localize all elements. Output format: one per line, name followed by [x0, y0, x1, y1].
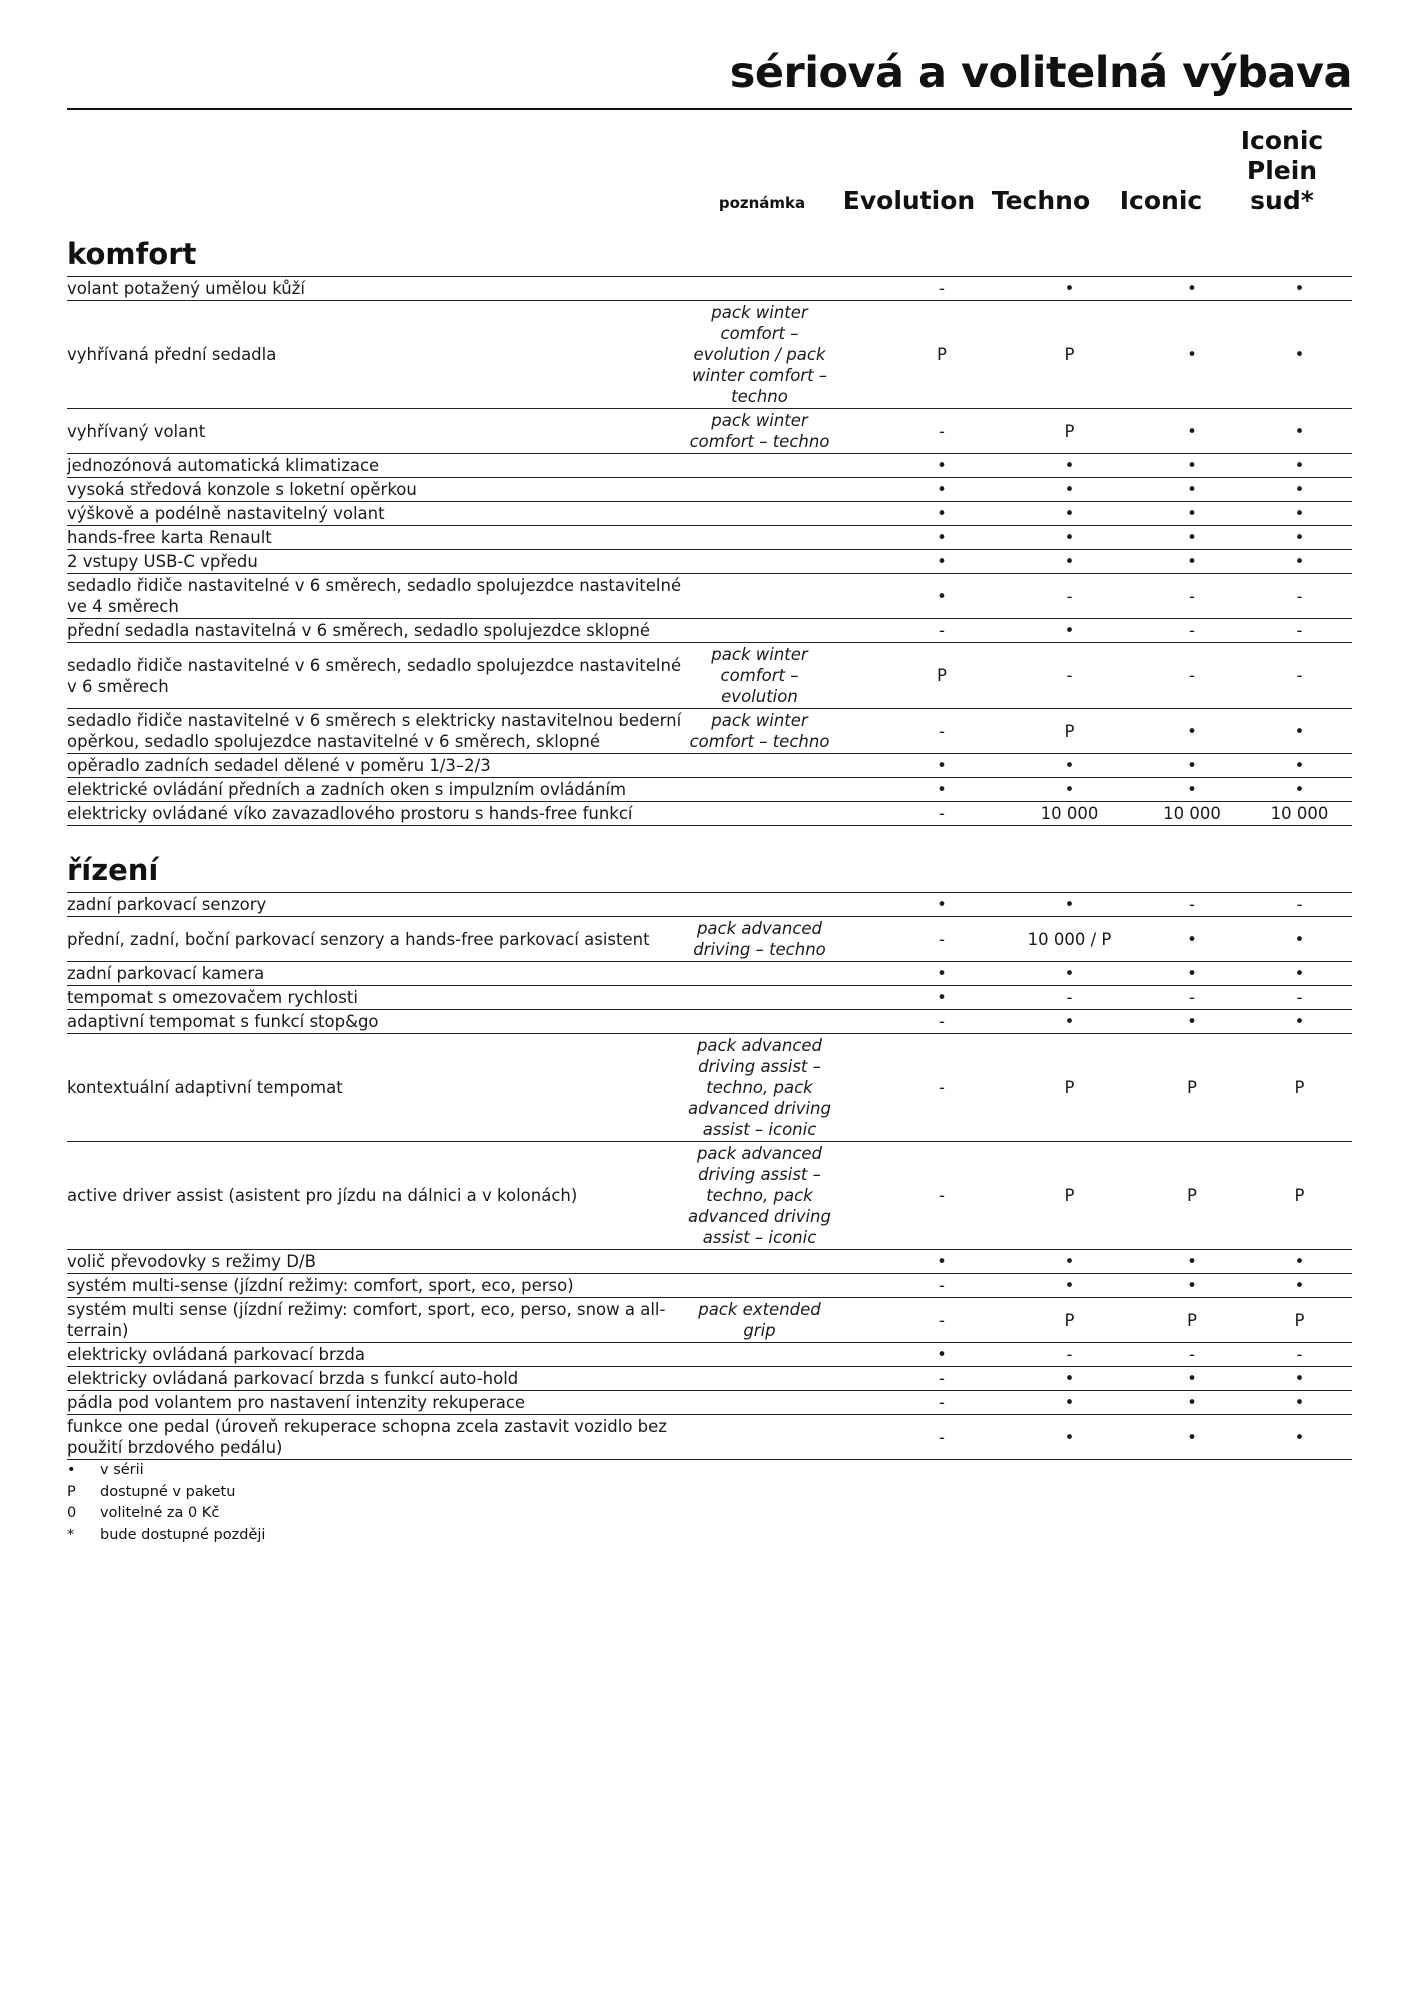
column-header-evolution-label: Evolution: [842, 186, 976, 215]
feature-note: [687, 1415, 832, 1460]
feature-name: elektrické ovládání předních a zadních oken s impulzním ovládáním: [67, 778, 687, 802]
feature-note: [687, 754, 832, 778]
feature-note: pack winter comfort – techno: [687, 409, 832, 454]
feature-note: [687, 550, 832, 574]
value-techno: P: [1002, 709, 1137, 754]
feature-note: [687, 1250, 832, 1274]
feature-note: [687, 1010, 832, 1034]
value-iconic: •: [1137, 550, 1247, 574]
column-header-iconic-plein-sud: [1212, 126, 1352, 216]
value-iconic-plein-sud: P: [1247, 1298, 1352, 1343]
spacer-cell: [832, 454, 882, 478]
feature-name: přední sedadla nastavitelná v 6 směrech, sedadlo spolujezdce sklopné: [67, 619, 687, 643]
feature-note: pack extended grip: [687, 1298, 832, 1343]
value-techno: -: [1002, 643, 1137, 709]
value-iconic: •: [1137, 778, 1247, 802]
feature-note: [687, 1391, 832, 1415]
value-evolution: •: [882, 754, 1002, 778]
value-iconic-plein-sud: -: [1247, 619, 1352, 643]
value-iconic-plein-sud: •: [1247, 1415, 1352, 1460]
value-iconic: P: [1137, 1298, 1247, 1343]
legend-item: [67, 1525, 265, 1547]
table-row: [67, 802, 1352, 826]
value-techno: P: [1002, 1298, 1137, 1343]
column-header-iconic-plein-sud-line2: Plein sud*: [1246, 156, 1318, 215]
value-techno: P: [1002, 1034, 1137, 1142]
legend-symbol: *: [67, 1526, 75, 1543]
value-techno: 10 000 / P: [1002, 917, 1137, 962]
value-iconic-plein-sud: •: [1247, 478, 1352, 502]
feature-note: [687, 454, 832, 478]
spacer-cell: [832, 962, 882, 986]
value-iconic-plein-sud: -: [1247, 643, 1352, 709]
feature-note: pack advanced driving assist – techno, pack advanced driving assist – iconic: [687, 1142, 832, 1250]
legend-symbol: P: [67, 1483, 76, 1500]
value-evolution: •: [882, 502, 1002, 526]
feature-note: pack advanced driving assist – techno, pack advanced driving assist – iconic: [687, 1034, 832, 1142]
feature-name: zadní parkovací senzory: [67, 893, 687, 917]
value-techno: •: [1002, 1391, 1137, 1415]
spacer-cell: [832, 301, 882, 409]
value-techno: •: [1002, 277, 1137, 301]
value-iconic-plein-sud: •: [1247, 1250, 1352, 1274]
value-evolution: -: [882, 802, 1002, 826]
spacer-cell: [832, 574, 882, 619]
value-iconic-plein-sud: P: [1247, 1142, 1352, 1250]
feature-name: přední, zadní, boční parkovací senzory a hands-free parkovací asistent: [67, 917, 687, 962]
section-title-0: komfort: [67, 237, 197, 271]
value-iconic-plein-sud: •: [1247, 301, 1352, 409]
table-row: [67, 277, 1352, 301]
feature-note: [687, 1274, 832, 1298]
value-techno: -: [1002, 1343, 1137, 1367]
feature-name: 2 vstupy USB-C vpředu: [67, 550, 687, 574]
value-techno: •: [1002, 550, 1137, 574]
table-row: [67, 754, 1352, 778]
feature-note: [687, 1367, 832, 1391]
feature-name: elektricky ovládaná parkovací brzda s funkcí auto-hold: [67, 1367, 687, 1391]
feature-name: vyhřívaná přední sedadla: [67, 301, 687, 409]
table-row: [67, 301, 1352, 409]
value-iconic-plein-sud: -: [1247, 986, 1352, 1010]
feature-name: zadní parkovací kamera: [67, 962, 687, 986]
spacer-cell: [832, 619, 882, 643]
legend-symbol: 0: [67, 1505, 77, 1521]
table-row: [67, 893, 1352, 917]
spacer-cell: [832, 478, 882, 502]
value-techno: •: [1002, 478, 1137, 502]
value-evolution: •: [882, 526, 1002, 550]
value-iconic: •: [1137, 502, 1247, 526]
feature-note: [687, 1343, 832, 1367]
spec-table-1: [67, 892, 1352, 1460]
value-iconic: P: [1137, 1142, 1247, 1250]
value-evolution: •: [882, 550, 1002, 574]
value-iconic: •: [1137, 709, 1247, 754]
feature-note: [687, 893, 832, 917]
legend-item: [67, 1482, 265, 1504]
feature-name: adaptivní tempomat s funkcí stop&go: [67, 1010, 687, 1034]
value-evolution: •: [882, 574, 1002, 619]
value-evolution: P: [882, 301, 1002, 409]
feature-name: elektricky ovládaná parkovací brzda: [67, 1343, 687, 1367]
value-evolution: •: [882, 1343, 1002, 1367]
value-evolution: -: [882, 277, 1002, 301]
feature-note: [687, 574, 832, 619]
table-row: [67, 986, 1352, 1010]
value-techno: P: [1002, 409, 1137, 454]
feature-name: systém multi-sense (jízdní režimy: comfort, sport, eco, perso): [67, 1274, 687, 1298]
value-evolution: -: [882, 709, 1002, 754]
feature-note: [687, 277, 832, 301]
spacer-cell: [832, 1343, 882, 1367]
feature-name: jednozónová automatická klimatizace: [67, 454, 687, 478]
table-row: [67, 1343, 1352, 1367]
value-techno: •: [1002, 1250, 1137, 1274]
table-row: [67, 1415, 1352, 1460]
value-iconic-plein-sud: -: [1247, 574, 1352, 619]
table-row: [67, 962, 1352, 986]
spacer-cell: [832, 277, 882, 301]
feature-note: pack advanced driving – techno: [687, 917, 832, 962]
value-techno: P: [1002, 301, 1137, 409]
table-row: [67, 643, 1352, 709]
value-iconic: •: [1137, 917, 1247, 962]
spacer-cell: [832, 526, 882, 550]
spacer-cell: [832, 502, 882, 526]
spacer-cell: [832, 1142, 882, 1250]
spacer-cell: [832, 986, 882, 1010]
value-iconic-plein-sud: •: [1247, 454, 1352, 478]
value-iconic-plein-sud: •: [1247, 962, 1352, 986]
value-evolution: -: [882, 917, 1002, 962]
feature-name: hands-free karta Renault: [67, 526, 687, 550]
spec-table-0: [67, 276, 1352, 826]
value-iconic: -: [1137, 619, 1247, 643]
table-row: [67, 1298, 1352, 1343]
value-iconic: •: [1137, 409, 1247, 454]
value-iconic-plein-sud: •: [1247, 409, 1352, 454]
value-iconic: •: [1137, 1367, 1247, 1391]
value-iconic-plein-sud: -: [1247, 893, 1352, 917]
section-spacer: [67, 826, 1352, 848]
value-iconic-plein-sud: •: [1247, 709, 1352, 754]
table-row: [67, 409, 1352, 454]
value-techno: P: [1002, 1142, 1137, 1250]
value-iconic-plein-sud: •: [1247, 1367, 1352, 1391]
value-iconic-plein-sud: •: [1247, 526, 1352, 550]
feature-note: [687, 502, 832, 526]
feature-name: sedadlo řidiče nastavitelné v 6 směrech, sedadlo spolujezdce nastavitelné ve 4 směrech: [67, 574, 687, 619]
table-row: [67, 619, 1352, 643]
value-techno: •: [1002, 1367, 1137, 1391]
table-row: [67, 550, 1352, 574]
feature-name: vyhřívaný volant: [67, 409, 687, 454]
value-iconic: •: [1137, 1274, 1247, 1298]
column-header-iconic-label: Iconic: [1119, 186, 1203, 215]
column-header-techno: [976, 150, 1106, 216]
value-iconic-plein-sud: •: [1247, 1391, 1352, 1415]
value-evolution: P: [882, 643, 1002, 709]
spacer-cell: [832, 754, 882, 778]
value-iconic-plein-sud: •: [1247, 917, 1352, 962]
value-evolution: •: [882, 986, 1002, 1010]
feature-name: výškově a podélně nastavitelný volant: [67, 502, 687, 526]
value-techno: 10 000: [1002, 802, 1137, 826]
value-iconic: •: [1137, 526, 1247, 550]
legend-text: volitelné za 0 Kč: [100, 1505, 220, 1521]
value-iconic: •: [1137, 454, 1247, 478]
table-row: [67, 1391, 1352, 1415]
value-iconic: -: [1137, 1343, 1247, 1367]
column-header-iconic: [1106, 150, 1216, 216]
spacer-cell: [832, 1367, 882, 1391]
value-iconic-plein-sud: •: [1247, 277, 1352, 301]
legend-text: v sérii: [100, 1462, 144, 1478]
value-iconic: •: [1137, 277, 1247, 301]
legend-text: dostupné v paketu: [100, 1483, 236, 1500]
spacer-cell: [832, 1298, 882, 1343]
legend-text: bude dostupné později: [100, 1526, 266, 1543]
value-techno: •: [1002, 502, 1137, 526]
legend-symbol: •: [67, 1462, 76, 1478]
value-evolution: •: [882, 893, 1002, 917]
value-techno: -: [1002, 986, 1137, 1010]
value-evolution: •: [882, 454, 1002, 478]
value-iconic: •: [1137, 1250, 1247, 1274]
column-header-evolution: [837, 150, 981, 216]
value-iconic: -: [1137, 574, 1247, 619]
value-techno: •: [1002, 1274, 1137, 1298]
value-iconic-plein-sud: •: [1247, 550, 1352, 574]
column-header-techno-label: Techno: [991, 186, 1091, 215]
feature-name: elektricky ovládané víko zavazadlového prostoru s hands-free funkcí: [67, 802, 687, 826]
feature-name: sedadlo řidiče nastavitelné v 6 směrech, sedadlo spolujezdce nastavitelné v 6 směrech: [67, 643, 687, 709]
table-row: [67, 1250, 1352, 1274]
feature-note: pack winter comfort – evolution: [687, 643, 832, 709]
table-row: [67, 709, 1352, 754]
legend: [67, 1460, 265, 1546]
spacer-cell: [832, 802, 882, 826]
spacer-cell: [832, 893, 882, 917]
value-techno: •: [1002, 893, 1137, 917]
feature-note: [687, 619, 832, 643]
table-row: [67, 574, 1352, 619]
table-row: [67, 1367, 1352, 1391]
value-techno: •: [1002, 778, 1137, 802]
spacer-cell: [832, 778, 882, 802]
spacer-cell: [832, 1274, 882, 1298]
spacer-cell: [832, 709, 882, 754]
feature-note: [687, 478, 832, 502]
value-iconic-plein-sud: •: [1247, 778, 1352, 802]
value-evolution: -: [882, 1391, 1002, 1415]
value-iconic-plein-sud: •: [1247, 1274, 1352, 1298]
value-techno: •: [1002, 1415, 1137, 1460]
value-iconic-plein-sud: -: [1247, 1343, 1352, 1367]
feature-note: [687, 526, 832, 550]
value-evolution: -: [882, 1142, 1002, 1250]
table-row: [67, 778, 1352, 802]
table-row: [67, 917, 1352, 962]
value-techno: •: [1002, 526, 1137, 550]
value-evolution: •: [882, 478, 1002, 502]
table-row: [67, 1010, 1352, 1034]
table-row: [67, 1274, 1352, 1298]
value-iconic-plein-sud: P: [1247, 1034, 1352, 1142]
value-evolution: -: [882, 1298, 1002, 1343]
page-title: sériová a volitelná výbava: [729, 48, 1352, 98]
feature-note: pack winter comfort – techno: [687, 709, 832, 754]
value-iconic: -: [1137, 643, 1247, 709]
value-iconic: 10 000: [1137, 802, 1247, 826]
value-iconic: •: [1137, 754, 1247, 778]
value-evolution: -: [882, 1010, 1002, 1034]
value-techno: •: [1002, 754, 1137, 778]
spacer-cell: [832, 643, 882, 709]
section-title-1: řízení: [67, 853, 159, 887]
feature-name: funkce one pedal (úroveň rekuperace schopna zcela zastavit vozidlo bez použití brzdového pedálu): [67, 1415, 687, 1460]
feature-name: volič převodovky s režimy D/B: [67, 1250, 687, 1274]
spacer-cell: [832, 1391, 882, 1415]
value-techno: •: [1002, 1010, 1137, 1034]
spacer-cell: [832, 1034, 882, 1142]
value-techno: •: [1002, 619, 1137, 643]
feature-name: opěradlo zadních sedadel dělené v poměru 1/3–2/3: [67, 754, 687, 778]
value-iconic: •: [1137, 1010, 1247, 1034]
value-iconic: •: [1137, 962, 1247, 986]
value-evolution: -: [882, 1274, 1002, 1298]
value-iconic-plein-sud: •: [1247, 502, 1352, 526]
table-row: [67, 502, 1352, 526]
feature-name: pádla pod volantem pro nastavení intenzity rekuperace: [67, 1391, 687, 1415]
value-evolution: -: [882, 1034, 1002, 1142]
feature-note: pack winter comfort – evolution / pack winter comfort – techno: [687, 301, 832, 409]
value-iconic: •: [1137, 478, 1247, 502]
spacer-cell: [832, 1250, 882, 1274]
feature-note: [687, 986, 832, 1010]
value-evolution: -: [882, 619, 1002, 643]
value-iconic: P: [1137, 1034, 1247, 1142]
column-header-note: poznámka: [718, 194, 806, 212]
value-iconic: •: [1137, 1391, 1247, 1415]
feature-note: [687, 802, 832, 826]
table-row: [67, 1142, 1352, 1250]
value-techno: •: [1002, 454, 1137, 478]
value-evolution: -: [882, 1415, 1002, 1460]
spacer-cell: [832, 1010, 882, 1034]
spacer-cell: [832, 409, 882, 454]
value-iconic: -: [1137, 893, 1247, 917]
spacer-cell: [832, 550, 882, 574]
value-evolution: •: [882, 1250, 1002, 1274]
feature-name: kontextuální adaptivní tempomat: [67, 1034, 687, 1142]
title-divider: [67, 108, 1352, 110]
value-techno: -: [1002, 574, 1137, 619]
feature-name: systém multi sense (jízdní režimy: comfort, sport, eco, perso, snow a all-terrain): [67, 1298, 687, 1343]
value-techno: •: [1002, 962, 1137, 986]
table-row: [67, 526, 1352, 550]
feature-name: active driver assist (asistent pro jízdu na dálnici a v kolonách): [67, 1142, 687, 1250]
value-iconic: •: [1137, 301, 1247, 409]
table-row: [67, 1034, 1352, 1142]
feature-note: [687, 962, 832, 986]
legend-item: [67, 1503, 265, 1525]
value-iconic: •: [1137, 1415, 1247, 1460]
value-iconic: -: [1137, 986, 1247, 1010]
value-evolution: -: [882, 409, 1002, 454]
value-evolution: •: [882, 962, 1002, 986]
feature-note: [687, 778, 832, 802]
equipment-sections: [67, 232, 1352, 1460]
feature-name: vysoká středová konzole s loketní opěrkou: [67, 478, 687, 502]
value-iconic-plein-sud: •: [1247, 754, 1352, 778]
value-evolution: •: [882, 778, 1002, 802]
table-row: [67, 478, 1352, 502]
spacer-cell: [832, 917, 882, 962]
feature-name: sedadlo řidiče nastavitelné v 6 směrech s elektricky nastavitelnou bederní opěrkou, sedadlo spolujezdce nastavitelné v 6 směrech, sklopné: [67, 709, 687, 754]
value-iconic-plein-sud: •: [1247, 1010, 1352, 1034]
feature-name: volant potažený umělou kůží: [67, 277, 687, 301]
legend-item: [67, 1460, 265, 1482]
table-row: [67, 454, 1352, 478]
spacer-cell: [832, 1415, 882, 1460]
feature-name: tempomat s omezovačem rychlosti: [67, 986, 687, 1010]
value-evolution: -: [882, 1367, 1002, 1391]
column-header-iconic-plein-sud-line1: Iconic: [1240, 126, 1324, 155]
value-iconic-plein-sud: 10 000: [1247, 802, 1352, 826]
